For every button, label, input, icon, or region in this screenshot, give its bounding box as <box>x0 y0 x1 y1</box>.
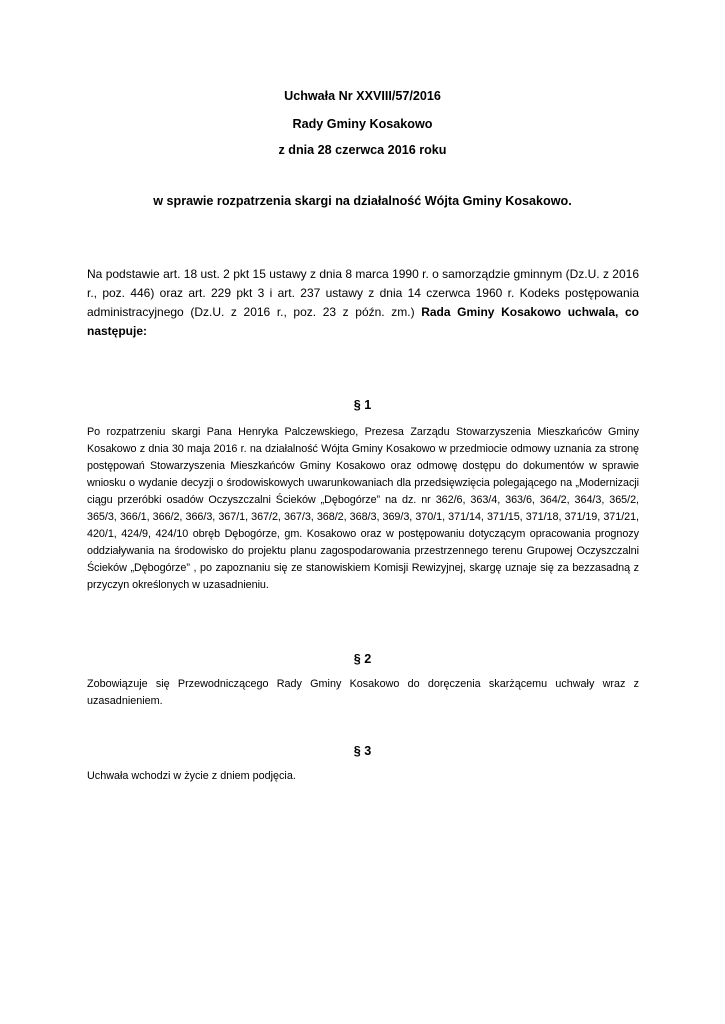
council-name: Rady Gminy Kosakowo <box>292 117 433 131</box>
section-2-title: § 2 <box>353 652 372 666</box>
resolution-subject: w sprawie rozpatrzenia skargi na działalność Wójta Gminy Kosakowo. <box>153 194 572 208</box>
resolution-number: Uchwała Nr XXVIII/57/2016 <box>284 89 441 103</box>
section-1-body: Po rozpatrzeniu skargi Pana Henryka Palczewskiego, Prezesa Zarządu Stowarzyszenia Mieszkańców Gminy Kosakowo z dnia 30 maja 2016 r. na działalność Wójta Gminy Kosakowo w przedmiocie odmowy uznania za stronę postępowań Stowarzyszenia Mieszkańców Gminy Kosakowo oraz odmowę dostępu do dokumentów w sprawie wniosku o wydanie decyzji o środowiskowych uwarunkowaniach dla przedsięwzięcia polegającego na „Modernizacji ciągu przeróbki osadów Oczyszczalni Ścieków „Dębogórze” na dz. nr 362/6, 363/4, 363/6, 364/2, 364/3, 365/2, 365/3, 366/1, 366/2, 366/3, 367/1, 367/2, 367/3, 368/2, 368/3, 369/3, 370/1, 371/14, 371/15, 371/18, 371/19, 371/21, 420/1, 424/9, 424/10 obręb Dębogórze, gm. Kosakowo oraz w postępowaniu dotyczącym opracowania prognozy oddziaływania na środowisko do projektu planu zagospodarowania przestrzennego terenu Grupowej Oczyszczalni Ścieków „Dębogórze” , po zapoznaniu się ze stanowiskiem Komisji Rewizyjnej, skargę uznaje się za bezzasadną z przyczyn określonych w uzasadnieniu. <box>87 426 639 591</box>
section-2-body: Zobowiązuje się Przewodniczącego Rady Gminy Kosakowo do doręczenia skarżącemu uchwały wraz z uzasadnieniem. <box>87 678 639 707</box>
resolution-date: z dnia 28 czerwca 2016 roku <box>278 143 447 157</box>
legal-basis-preamble <box>87 265 639 341</box>
section-3-title: § 3 <box>353 744 372 758</box>
preamble-enactment: Rada Gminy Kosakowo uchwala, co następuje: <box>87 305 639 338</box>
preamble-text: Na podstawie art. 18 ust. 2 pkt 15 ustawy z dnia 8 marca 1990 r. o samorządzie gminnym (Dz.U. z 2016 r., poz. 446) oraz art. 229 pkt 3 i art. 237 ustawy z dnia 14 czerwca 1960 r. Kodeks postępowania administracyjnego (Dz.U. z 2016 r., poz. 23 z późn. zm.) <box>87 267 639 319</box>
section-3-body: Uchwała wchodzi w życie z dniem podjęcia. <box>87 770 296 782</box>
section-1-title: § 1 <box>353 398 372 412</box>
